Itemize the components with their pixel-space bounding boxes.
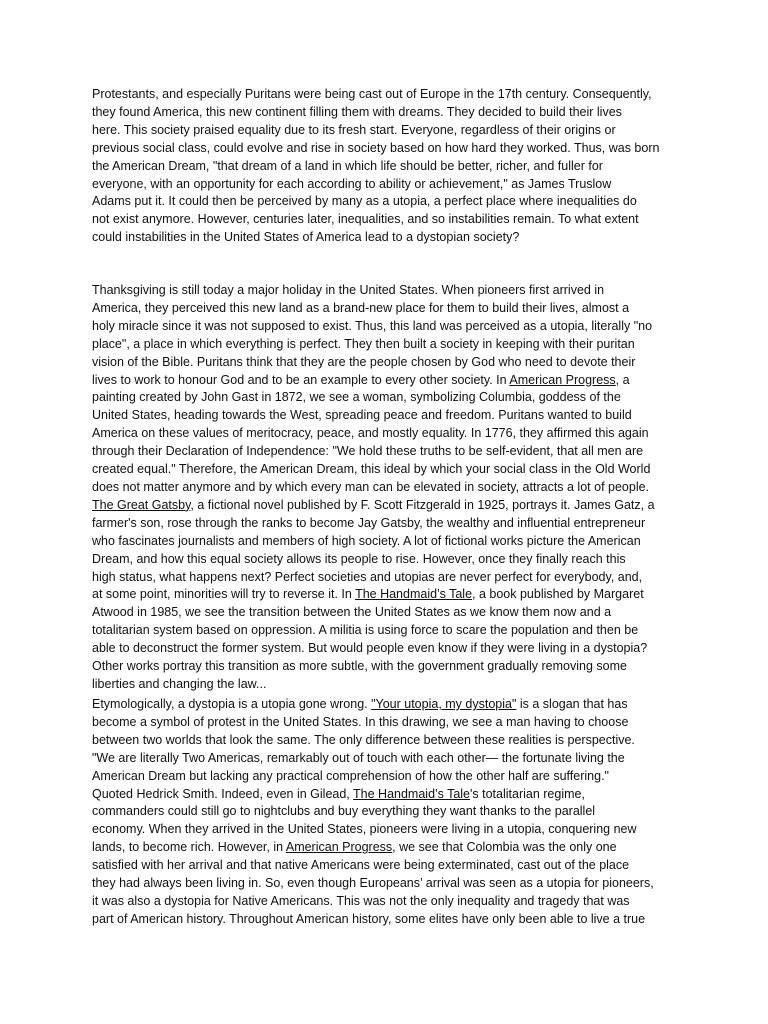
text-line xyxy=(92,211,692,229)
text-segment: part of American history. Throughout American history, some elites have only been able to live a true xyxy=(92,911,646,926)
text-segment: , a fictional novel published by F. Scott Fitzgerald in 1925, portrays it. James Gatz, a xyxy=(190,497,655,512)
text-segment: Quoted Hedrick Smith. Indeed, even in Gilead, xyxy=(92,786,354,801)
text-line xyxy=(92,676,692,694)
text-segment: who fascinates journalists and members of high society. A lot of fictional works picture the American xyxy=(92,533,641,548)
text-segment: Adams put it. It could then be perceived by many as a utopia, a perfect place where inequalities do xyxy=(92,194,637,209)
text-line xyxy=(92,300,692,318)
text-segment: holy miracle since it was not supposed to exist. Thus, this land was perceived as a utopia, literally "no xyxy=(92,318,653,333)
text-segment: created equal." Therefore, the American Dream, this ideal by which your social class in the Old World xyxy=(92,462,651,477)
text-segment: vision of the Bible. Puritans think that they are the people chosen by God who need to devote their xyxy=(92,354,636,369)
text-segment: here. This society praised equality due to its fresh start. Everyone, regardless of their origins or xyxy=(92,122,616,137)
text-line xyxy=(92,893,692,911)
text-segment: does not matter anymore and by which every man can be elevated in society, attracts a lot of people. xyxy=(92,479,650,494)
text-line xyxy=(92,354,692,372)
text-line xyxy=(92,551,692,569)
text-line xyxy=(92,372,692,390)
paragraph-thanksgiving-utopia xyxy=(92,282,692,694)
text-line xyxy=(92,479,692,497)
text-segment: lives to work to honour God and to be an example to every other society. In xyxy=(92,372,510,387)
text-segment: Atwood in 1985, we see the transition between the United States as we know them now and a xyxy=(92,605,612,620)
text-segment: Thanksgiving is still today a major holiday in the United States. When pioneers first arrived in xyxy=(92,283,605,297)
text-line xyxy=(92,911,692,929)
text-line xyxy=(92,768,692,786)
text-segment: they found America, this new continent filling them with dreams. They decided to build their lives xyxy=(92,104,622,119)
text-line xyxy=(92,640,692,658)
text-line xyxy=(92,407,692,425)
text-segment: high status, what happens next? Perfect societies and utopias are never perfect for everybody, and, xyxy=(92,569,643,584)
text-segment: is a slogan that has xyxy=(516,697,628,711)
text-line xyxy=(92,839,692,857)
text-segment: they had always been living in. So, even though Europeans’ arrival was seen as a utopia for pioneers, xyxy=(92,876,654,891)
text-segment: painting created by John Gast in 1872, we see a woman, symbolizing Columbia, goddess of the xyxy=(92,390,621,405)
text-segment: "We are literally Two Americas, remarkably out of touch with each other— the fortunate living the xyxy=(92,750,625,765)
text-line xyxy=(92,425,692,443)
underlined-title: "Your utopia, my dystopia" xyxy=(371,697,517,711)
text-segment: , we see that Colombia was the only one xyxy=(392,840,617,855)
text-line xyxy=(92,750,692,768)
text-segment: 's totalitarian regime, xyxy=(470,786,585,801)
text-line xyxy=(92,140,692,158)
text-segment: through their Declaration of Independence: "We hold these truths to be self-evident, that all men are xyxy=(92,444,644,459)
text-segment: American Dream but lacking any practical comprehension of how the other half are suffering." xyxy=(92,768,609,783)
text-line xyxy=(92,696,692,714)
text-line xyxy=(92,158,692,176)
text-line xyxy=(92,786,692,804)
text-line xyxy=(92,461,692,479)
text-line xyxy=(92,803,692,821)
text-segment: lands, to become rich. However, in xyxy=(92,840,286,855)
text-segment: not exist anymore. However, centuries later, inequalities, and so instabilities remain. To what extent xyxy=(92,212,639,227)
text-segment: Other works portray this transition as more subtle, with the government gradually removing some xyxy=(92,659,627,674)
text-segment: United States, heading towards the West, spreading peace and freedom. Puritans wanted to build xyxy=(92,408,632,423)
text-line xyxy=(92,821,692,839)
text-segment: previous social class, could evolve and rise in society based on how hard they worked. Thus, was born xyxy=(92,140,660,155)
underlined-title: American Progress xyxy=(285,840,393,855)
text-line xyxy=(92,497,692,515)
text-line xyxy=(92,104,692,122)
text-segment: liberties and changing the law... xyxy=(92,676,267,691)
text-line xyxy=(92,714,692,732)
text-segment: satisfied with her arrival and that native Americans were being exterminated, cast out of the place xyxy=(92,858,630,873)
text-segment: farmer's son, rose through the ranks to become Jay Gatsby, the wealthy and influential entrepreneur xyxy=(92,515,646,530)
text-segment: totalitarian system based on oppression. A militia is using force to scare the population and then be xyxy=(92,623,639,638)
text-line xyxy=(92,732,692,750)
text-segment: , a xyxy=(615,372,630,387)
text-line xyxy=(92,515,692,533)
text-line xyxy=(92,586,692,604)
text-segment: America, they perceived this new land as a brand-new place for them to build their lives, almost a xyxy=(92,300,630,315)
text-line xyxy=(92,533,692,551)
text-line xyxy=(92,86,692,104)
text-segment: at some point, minorities will try to reverse it. In xyxy=(92,587,356,602)
underlined-title: The Handmaid’s Tale xyxy=(353,786,470,801)
underlined-title: The Great Gatsby xyxy=(92,497,191,512)
text-segment: economy. When they arrived in the United States, pioneers were living in a utopia, conquering new xyxy=(92,822,637,837)
text-segment: could instabilities in the United States of America lead to a dystopian society? xyxy=(92,230,520,245)
text-segment: Etymologically, a dystopia is a utopia gone wrong. xyxy=(92,697,372,711)
text-segment: , a book published by Margaret xyxy=(472,587,644,602)
text-line xyxy=(92,318,692,336)
text-segment: the American Dream, "that dream of a land in which life should be better, richer, and fuller for xyxy=(92,158,603,173)
text-segment: place", a place in which everything is perfect. They then built a society in keeping with their puritan xyxy=(92,336,635,351)
text-segment: everyone, with an opportunity for each according to ability or achievement," as James Truslow xyxy=(92,176,612,191)
text-line xyxy=(92,604,692,622)
text-line xyxy=(92,336,692,354)
text-line xyxy=(92,282,692,300)
text-segment: commanders could still go to nightclubs and buy everything they want thanks to the parallel xyxy=(92,804,596,819)
text-line xyxy=(92,122,692,140)
text-segment: Dream, and how this equal society allows its people to rise. However, once they finally reach this xyxy=(92,551,626,566)
text-line xyxy=(92,875,692,893)
text-segment: Protestants, and especially Puritans were being cast out of Europe in the 17th century. Consequently, xyxy=(92,87,652,101)
text-line xyxy=(92,389,692,407)
underlined-title: American Progress xyxy=(509,372,616,387)
text-segment: able to deconstruct the former system. But would people even know if they were living in a dystopia? xyxy=(92,641,648,656)
text-line xyxy=(92,443,692,461)
text-segment: become a symbol of protest in the United States. In this drawing, we see a man having to choose xyxy=(92,714,629,729)
text-segment: between two worlds that look the same. The only difference between these realities is perspective. xyxy=(92,732,635,747)
text-segment: America on these values of meritocracy, peace, and mostly equality. In 1776, they affirmed this again xyxy=(92,426,649,441)
text-segment: it was also a dystopia for Native Americans. This was not the only inequality and tragedy that was xyxy=(92,893,630,908)
text-line xyxy=(92,176,692,194)
paragraph-etymology-dystopia xyxy=(92,696,692,929)
text-line xyxy=(92,622,692,640)
underlined-title: The Handmaid’s Tale xyxy=(355,587,473,602)
text-line xyxy=(92,229,692,247)
text-line xyxy=(92,193,692,211)
text-line xyxy=(92,658,692,676)
text-line xyxy=(92,569,692,587)
text-line xyxy=(92,857,692,875)
paragraph-introduction xyxy=(92,86,692,247)
